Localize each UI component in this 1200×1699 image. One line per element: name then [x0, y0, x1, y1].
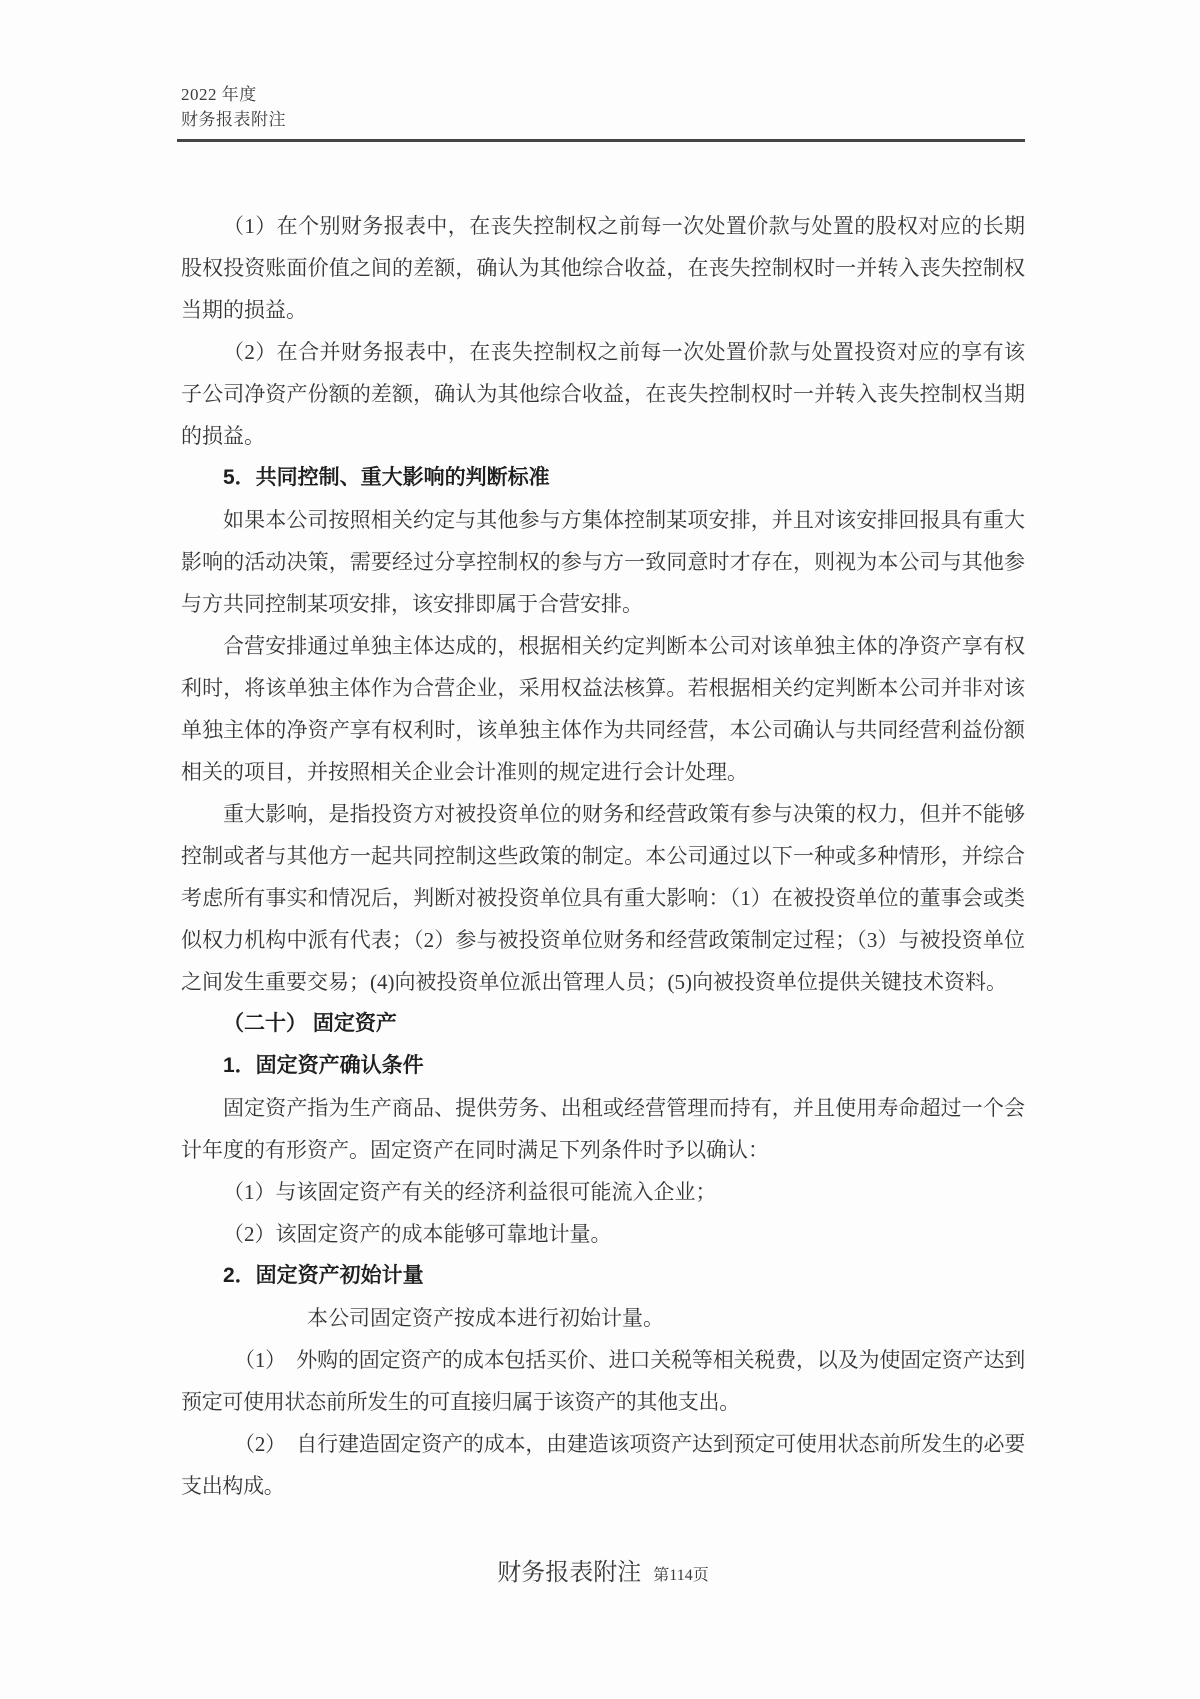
paragraph-separate-statements: （1）在个别财务报表中，在丧失控制权之前每一次处置价款与处置的股权对应的长期股权投资账面价值之间的差额，确认为其他综合收益，在丧失控制权时一并转入丧失控制权当期的损益。 [181, 214, 1025, 322]
paragraph-consolidated-statements: （2）在合并财务报表中，在丧失控制权之前每一次处置价款与处置投资对应的享有该子公司净资产份额的差额，确认为其他综合收益，在丧失控制权时一并转入丧失控制权当期的损益。 [181, 340, 1025, 448]
page-header [177, 82, 1025, 142]
heading-fixed-assets-initial-measurement: 2．固定资产初始计量 [223, 1264, 424, 1287]
footer-page-number: 第114页 [653, 1567, 709, 1584]
paragraph-significant-influence: 重大影响，是指投资方对被投资单位的财务和经营政策有参与决策的权力，但并不能够控制或者与其他方一起共同控制这些政策的制定。本公司通过以下一种或多种情形，并综合考虑所有事实和情况后，判断对被投资单位具有重大影响：（1）在被投资单位的董事会或类似权力机构中派有代表；（2）参与被投资单位财务和经营政策制定过程；（3）与被投资单位之间发生重要交易；(4)向被投资单位派出管理人员；(5)向被投资单位提供关键技术资料。 [181, 802, 1025, 994]
paragraph-purchased-fixed-assets-cost: （1） 外购的固定资产的成本包括买价、进口关税等相关税费，以及为使固定资产达到预定可使用状态前所发生的可直接归属于该资产的其他支出。 [181, 1348, 1025, 1414]
paragraph-recognition-condition-2: （2）该固定资产的成本能够可靠地计量。 [223, 1222, 612, 1246]
paragraph-self-constructed-cost: （2） 自行建造固定资产的成本，由建造该项资产达到预定可使用状态前所发生的必要支出构成。 [181, 1432, 1025, 1498]
paragraph-fixed-assets-definition: 固定资产指为生产商品、提供劳务、出租或经营管理而持有，并且使用寿命超过一个会计年度的有形资产。固定资产在同时满足下列条件时予以确认： [181, 1096, 1025, 1162]
paragraph-joint-control: 如果本公司按照相关约定与其他参与方集体控制某项安排，并且对该安排回报具有重大影响的活动决策，需要经过分享控制权的参与方一致同意时才存在，则视为本公司与其他参与方共同控制某项安排，该安排即属于合营安排。 [181, 508, 1025, 616]
heading-joint-control-criteria: 5．共同控制、重大影响的判断标准 [223, 466, 550, 489]
footer-title: 财务报表附注 [497, 1560, 642, 1586]
document-body [181, 205, 1025, 1507]
header-year: 2022 年度 [181, 85, 257, 104]
heading-fixed-assets-section: （二十） 固定资产 [223, 1012, 397, 1035]
header-doc-title: 财务报表附注 [181, 110, 286, 129]
paragraph-recognition-condition-1: （1）与该固定资产有关的经济利益很可能流入企业； [223, 1180, 717, 1204]
paragraph-joint-arrangement: 合营安排通过单独主体达成的，根据相关约定判断本公司对该单独主体的净资产享有权利时，将该单独主体作为合营企业，采用权益法核算。若根据相关约定判断本公司并非对该单独主体的净资产享有权利时，该单独主体作为共同经营，本公司确认与共同经营利益份额相关的项目，并按照相关企业会计准则的规定进行会计处理。 [181, 634, 1025, 784]
paragraph-initial-measurement-basis: 本公司固定资产按成本进行初始计量。 [307, 1306, 664, 1330]
page-footer [181, 1552, 1025, 1587]
heading-fixed-assets-recognition: 1．固定资产确认条件 [223, 1054, 424, 1077]
